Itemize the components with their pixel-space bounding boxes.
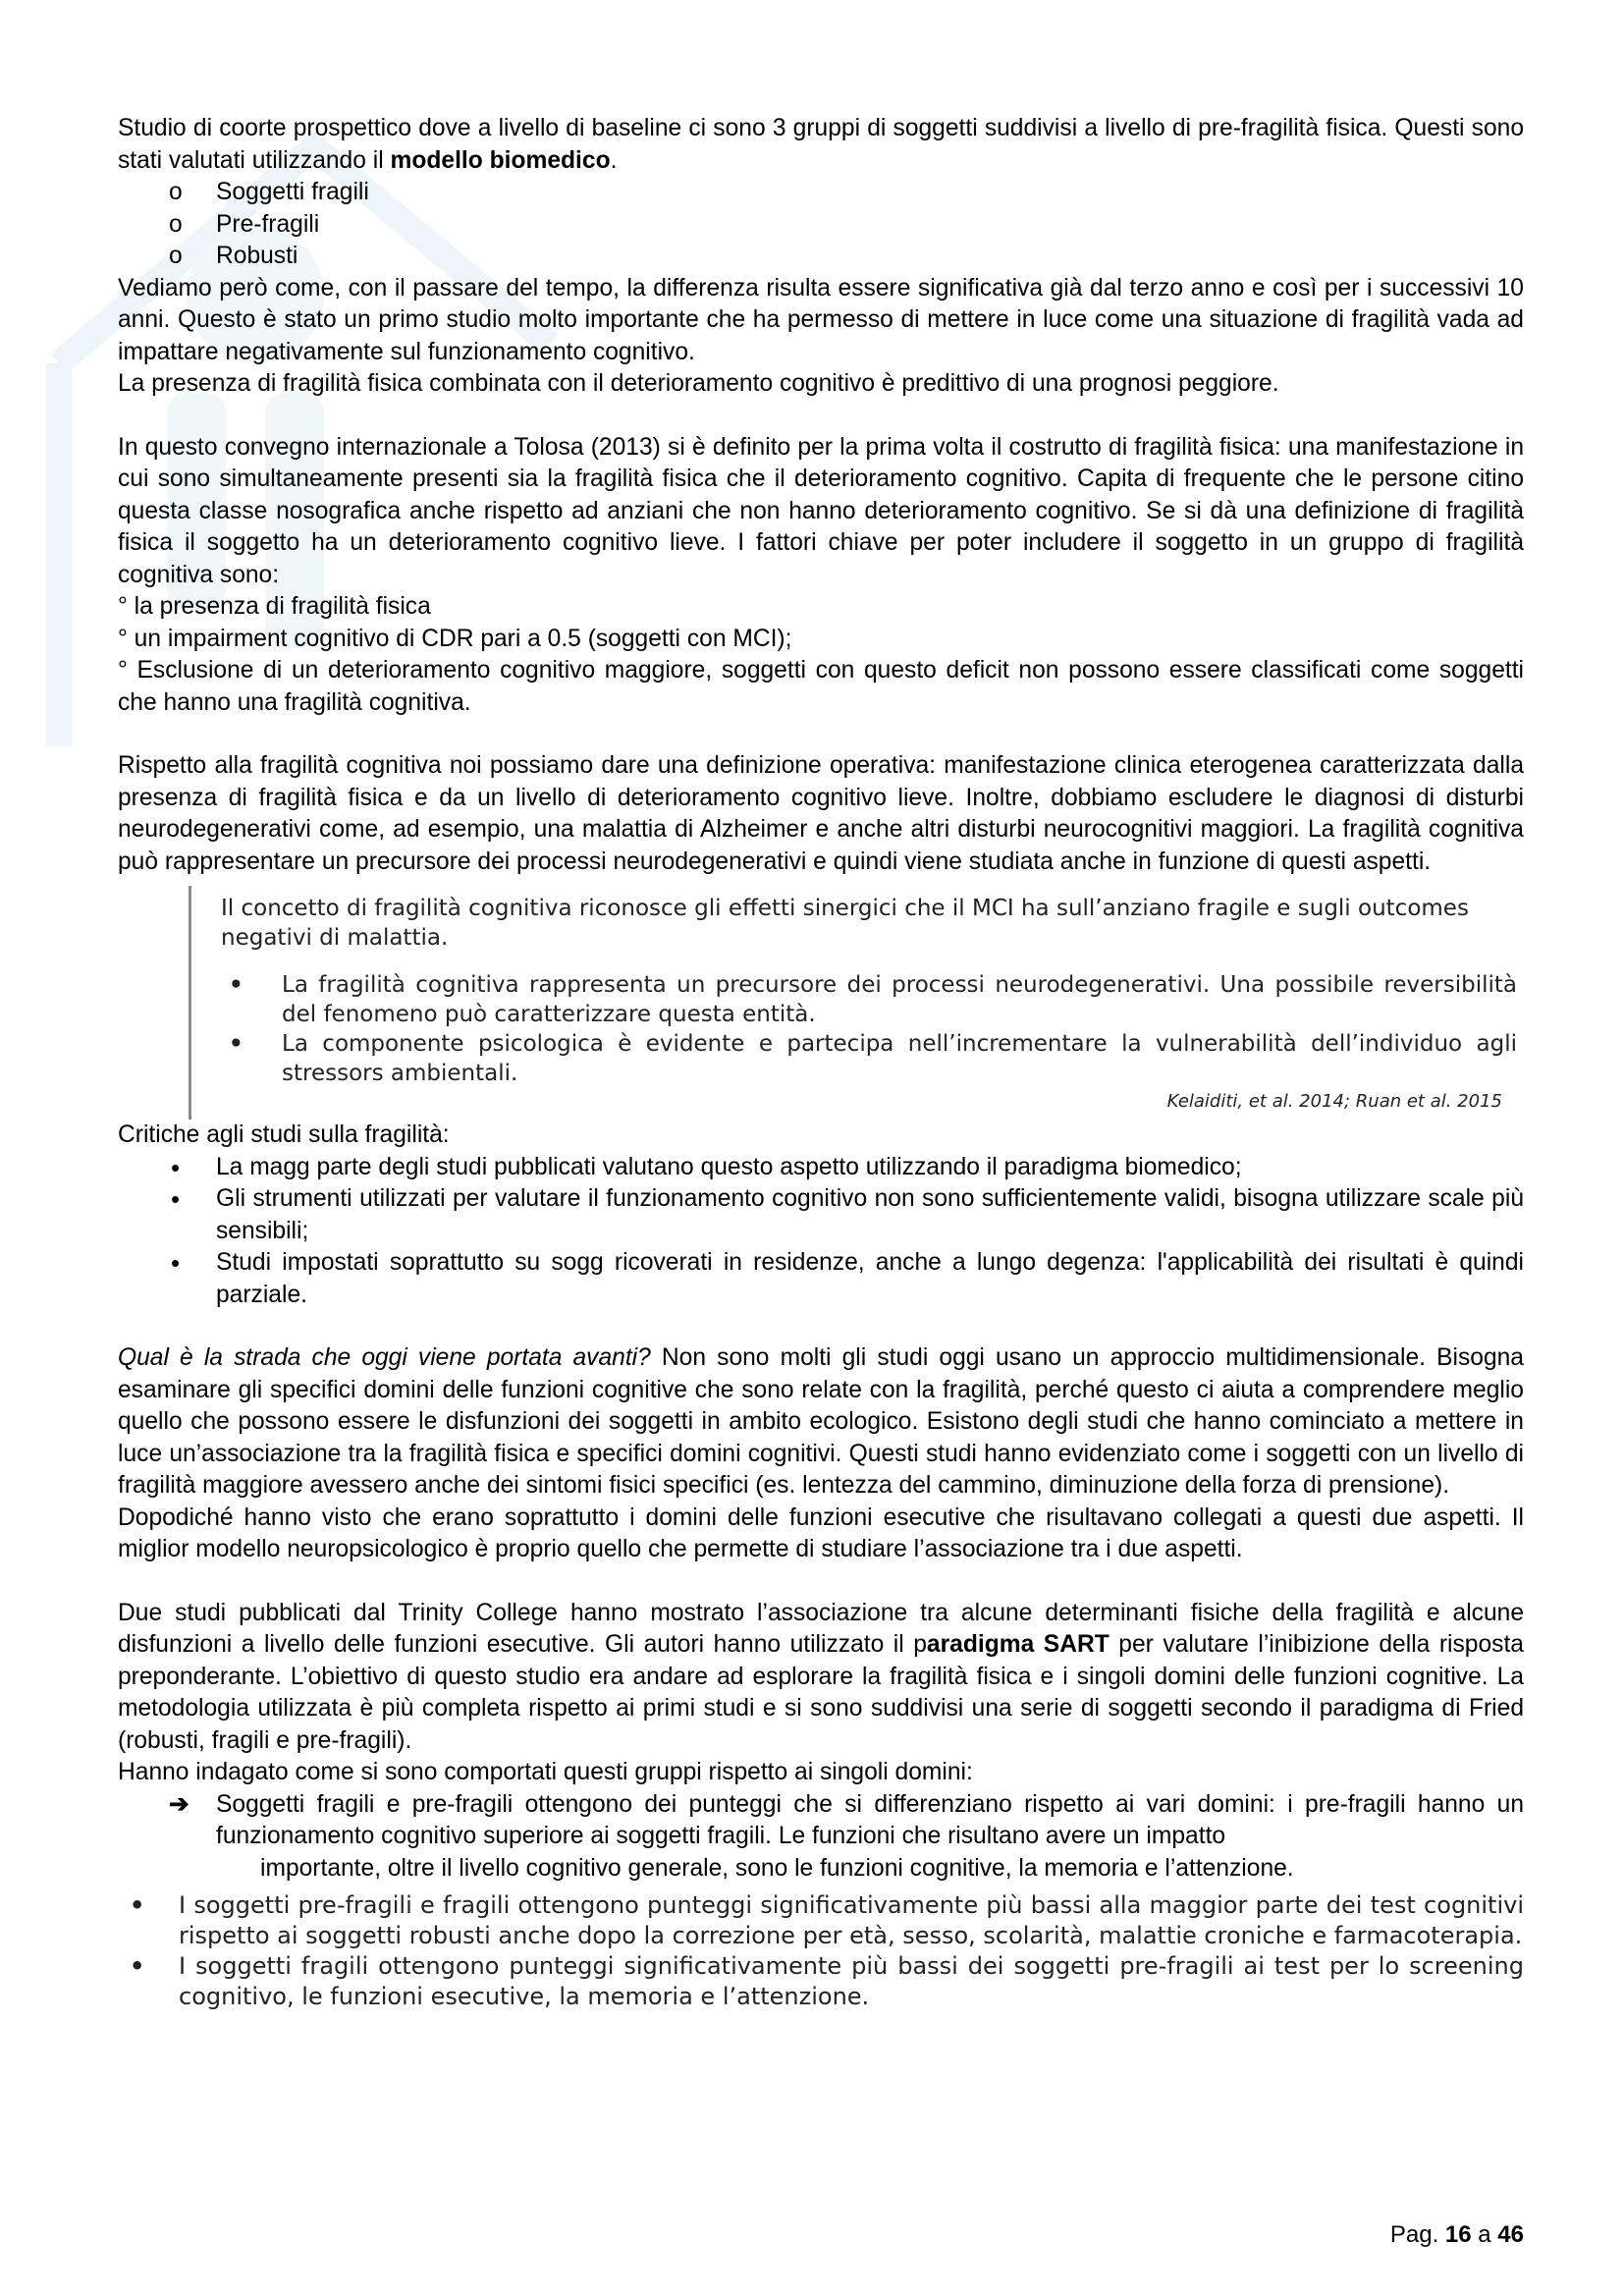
key-factor-1: ° la presenza di fragilità fisica — [118, 593, 431, 620]
paragraph-trinity-college: Due studi pubblicati dal Trinity College hanno mostrato l’associazione tra alcune determinanti fisiche della fragilità e alcune disfunzioni a livello delle funzioni esecutive. Gli autori hanno utilizzato il paradigma SART per valutare l’inibizione della risposta preponderante. L’obiettivo di questo studio era andare ad esplorare la fragilità fisica e i singoli domini delle funzioni cognitive. La metodologia utilizzata è più completa rispetto ai primi studi e si sono suddivisi una serie di soggetti secondo il paradigma di Fried (robusti, fragili e pre-fragili). — [118, 1599, 1524, 1754]
document-body — [118, 113, 1524, 2012]
paragraph-time-difference: Vediamo però come, con il passare del tempo, la differenza risulta essere significativa già dal terzo anno e così per i successivi 10 anni. Questo è stato un primo studio molto importante che ha permesso di mettere in luce come una situazione di fragilità vada ad impattare negativamente sul funzionamento cognitivo. — [118, 274, 1524, 365]
paragraph-executive-functions: Dopodiché hanno visto che erano soprattutto i domini delle funzioni esecutive che risultavano collegati a questi due aspetti. Il miglior modello neuropsicologico è proprio quello che permette di studiare l’associazione tra i due aspetti. — [118, 1503, 1524, 1562]
paragraph-operative-definition: Rispetto alla fragilità cognitiva noi possiamo dare una definizione operativa: manifestazione clinica eterogenea caratterizzata dalla presenza di fragilità fisica e da un livello di deterioramento cognitivo lieve. Inoltre, dobbiamo escludere le diagnosi di disturbi neurodegenerativi come, ad esempio, una malattia di Alzheimer e anche altri disturbi neurocognitivi maggiori. La fragilità cognitiva può rappresentare un precursore dei processi neurodegenerativi e quindi viene studiata anche in funzione di questi aspetti. — [118, 752, 1524, 875]
paragraph-domains-intro: Hanno indagato come si sono comportati questi gruppi rispetto ai singoli domini: — [118, 1759, 973, 1785]
slide-source: Kelaiditi, et al. 2014; Ruan et al. 2015 — [1166, 1091, 1502, 1112]
list-item: o Soggetti fragili — [118, 177, 1524, 209]
arrow-list-item: ➔ Soggetti fragili e pre-fragili ottengono dei punteggi che si differenziano rispetto ai vari domini: i pre-fragili hanno un funzionamento cognitivo superiore ai soggetti fragili. Le funzioni che risultano avere un impatto importante, oltre il livello cognitivo generale, sono le funzioni cognitive, la memoria e l’attenzione. — [169, 1790, 1524, 1882]
list-item: o Robusti — [118, 241, 1524, 273]
key-factor-2: ° un impairment cognitivo di CDR pari a 0.5 (soggetti con MCI); — [118, 625, 792, 652]
paragraph-prognosis: La presenza di fragilità fisica combinata con il deterioramento cognitivo è predittivo di una prognosi peggiore. — [118, 370, 1279, 397]
list-item: • Gli strumenti utilizzati per valutare il funzionamento cognitivo non sono sufficientemente validi, bisogna utilizzare scale più sensibili; — [118, 1183, 1524, 1247]
slide-bullet: • La componente psicologica è evidente e partecipa nell’incrementare la vulnerabilità dell’individuo agli stressors ambientali. — [221, 1029, 1517, 1088]
list-item: • Studi impostati soprattutto su sogg ricoverati in residenze, anche a lungo degenza: l'applicabilità dei risultati è quindi parziale. — [118, 1247, 1524, 1311]
slide-excerpt-cognitive-frailty — [189, 886, 1517, 1120]
paragraph-multidimensional: Qual è la strada che oggi viene portata avanti? Non sono molti gli studi oggi usano un approccio multidimensionale. Bisogna esaminare gli specifici domini delle funzioni cognitive che sono relate con la fragilità, perché questo ci aiuta a comprendere meglio quello che possono essere le disfunzioni dei soggetti in ambito ecologico. Esistono degli studi che hanno cominciato a mettere in luce un’associazione tra la fragilità fisica e specifici domini cognitivi. Questi studi hanno evidenziato come i soggetti con un livello di fragilità maggiore avessero anche dei sintomi fisici specifici (es. lentezza del cammino, diminuzione della forza di prensione). — [118, 1344, 1524, 1499]
list-item: • La magg parte degli studi pubblicati valutano questo aspetto utilizzando il paradigma biomedico; — [118, 1152, 1524, 1184]
critiques-list — [118, 1152, 1524, 1312]
arrow-right-icon: ➔ — [169, 1790, 189, 1818]
slide-intro: Il concetto di fragilità cognitiva riconosce gli effetti sinergici che il MCI ha sull’anziano fragile e sugli outcomes negativi di malattia. — [221, 896, 1469, 951]
list-item: o Pre-fragili — [118, 209, 1524, 242]
critiques-title: Critiche agli studi sulla fragilità: — [118, 1121, 450, 1148]
slide-excerpt-scores — [118, 1890, 1524, 2012]
slide-bullet: • I soggetti pre-fragili e fragili ottengono punteggi significativamente più bassi alla maggior parte dei test cognitivi rispetto ai soggetti robusti anche dopo la correzione per età, sesso, scolarità, malattie croniche e farmacoterapia. — [118, 1890, 1524, 1951]
paragraph-cohort-study: Studio di coorte prospettico dove a livello di baseline ci sono 3 gruppi di soggetti suddivisi a livello di pre-fragilità fisica. Questi sono stati valutati utilizzando il modello biomedico. — [118, 115, 1524, 174]
subject-groups-list — [118, 177, 1524, 273]
page-number: Pag. 16 a 46 — [1389, 2221, 1524, 2248]
paragraph-toulouse: In questo convegno internazionale a Tolosa (2013) si è definito per la prima volta il costrutto di fragilità fisica: una manifestazione in cui sono simultaneamente presenti sia la fragilità fisica che il deterioramento cognitivo. Capita di frequente che le persone citino questa classe nosografica anche rispetto ad anziani che non hanno deterioramento cognitivo. Se si dà una definizione di fragilità fisica il soggetto ha un deterioramento cognitivo lieve. I fattori chiave per poter includere il soggetto in un gruppo di fragilità cognitiva sono: — [118, 433, 1524, 588]
slide-bullet: • La fragilità cognitiva rappresenta un precursore dei processi neurodegenerativi. Una possibile reversibilità del fenomeno può caratterizzare questa entità. — [221, 970, 1517, 1029]
slide-bullet: • I soggetti fragili ottengono punteggi significativamente più bassi dei soggetti pre-fragili ai test per lo screening cognitivo, le funzioni esecutive, la memoria e l’attenzione. — [118, 1951, 1524, 2012]
key-factor-3: ° Esclusione di un deterioramento cognitivo maggiore, soggetti con questo deficit non possono essere classificati come soggetti che hanno una fragilità cognitiva. — [118, 657, 1524, 716]
